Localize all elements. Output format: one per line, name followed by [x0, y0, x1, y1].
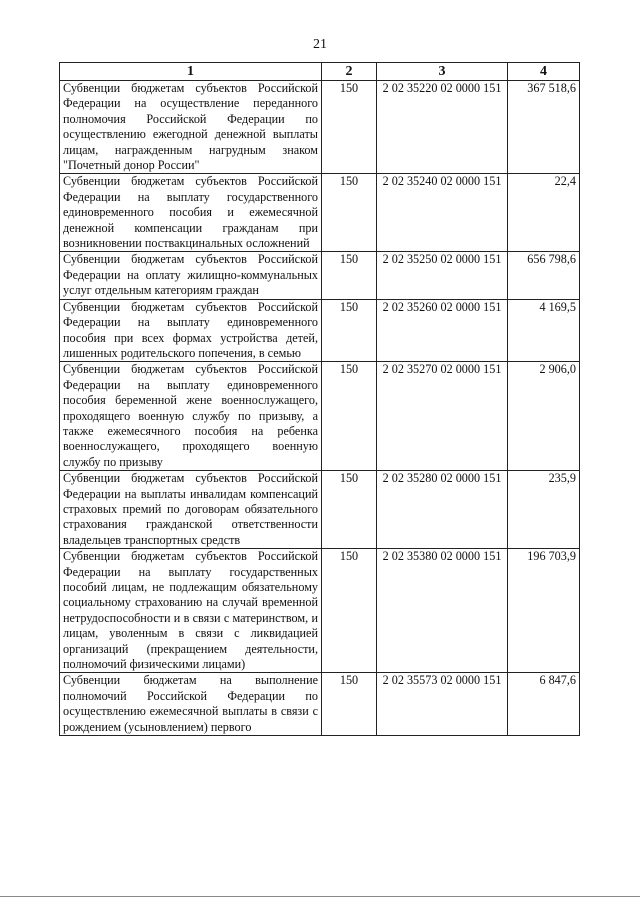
table-row — [60, 471, 580, 549]
row-amount: 6 847,6 — [508, 673, 580, 736]
row-name: Субвенции бюджетам субъектов Российской Федерации на выплату государственного единовременного пособия и ежемесячной денежной компенсации гражданам при возникновении поствакцинальных осложнений — [60, 174, 322, 252]
table-header-row — [60, 63, 580, 81]
row-admin-code: 150 — [322, 549, 377, 673]
row-name: Субвенции бюджетам субъектов Российской Федерации на выплату единовременного пособия беременной жене военнослужащего, проходящего военную службу по призыву, а также ежемесячного пособия на ребенка военнослужащего, проходящего военную службу по призыву — [60, 362, 322, 471]
column-header-2: 2 — [322, 63, 377, 81]
row-admin-code: 150 — [322, 252, 377, 299]
row-amount: 196 703,9 — [508, 549, 580, 673]
table-row — [60, 362, 580, 471]
row-budget-code: 2 02 35220 02 0000 151 — [377, 81, 508, 174]
row-budget-code: 2 02 35250 02 0000 151 — [377, 252, 508, 299]
row-admin-code: 150 — [322, 81, 377, 174]
column-header-4: 4 — [508, 63, 580, 81]
column-header-3: 3 — [377, 63, 508, 81]
row-budget-code: 2 02 35240 02 0000 151 — [377, 174, 508, 252]
column-header-1: 1 — [60, 63, 322, 81]
table-row — [60, 252, 580, 299]
table-row — [60, 174, 580, 252]
budget-table — [59, 62, 580, 736]
row-name: Субвенции бюджетам субъектов Российской Федерации на осуществление переданного полномочия Российской Федерации по осуществлению ежегодной денежной выплаты лицам, награжденным нагрудным знаком "Почетный донор России" — [60, 81, 322, 174]
page-bottom-divider — [0, 896, 640, 897]
row-amount: 2 906,0 — [508, 362, 580, 471]
row-amount: 22,4 — [508, 174, 580, 252]
row-name: Субвенции бюджетам субъектов Российской Федерации на выплату единовременного пособия при всех формах устройства детей, лишенных родительского попечения, в семью — [60, 299, 322, 362]
row-budget-code: 2 02 35380 02 0000 151 — [377, 549, 508, 673]
page-number: 21 — [313, 37, 327, 52]
row-amount: 235,9 — [508, 471, 580, 549]
row-budget-code: 2 02 35270 02 0000 151 — [377, 362, 508, 471]
row-name: Субвенции бюджетам субъектов Российской Федерации на выплаты инвалидам компенсаций страховых премий по договорам обязательного страхования гражданской ответственности владельцев транспортных средств — [60, 471, 322, 549]
row-admin-code: 150 — [322, 673, 377, 736]
row-amount: 367 518,6 — [508, 81, 580, 174]
row-name: Субвенции бюджетам субъектов Российской Федерации на оплату жилищно-коммунальных услуг отдельным категориям граждан — [60, 252, 322, 299]
row-admin-code: 150 — [322, 362, 377, 471]
table-row — [60, 299, 580, 362]
row-amount: 4 169,5 — [508, 299, 580, 362]
row-name: Субвенции бюджетам субъектов Российской Федерации на выплату государственных пособий лицам, не подлежащим обязательному социальному страхованию на случай временной нетрудоспособности и в связи с материнством, и лицам, уволенным в связи с ликвидацией организаций (прекращением деятельности, полномочий физическими лицами) — [60, 549, 322, 673]
row-admin-code: 150 — [322, 471, 377, 549]
row-admin-code: 150 — [322, 174, 377, 252]
row-budget-code: 2 02 35280 02 0000 151 — [377, 471, 508, 549]
row-budget-code: 2 02 35573 02 0000 151 — [377, 673, 508, 736]
table-row — [60, 549, 580, 673]
table-row — [60, 81, 580, 174]
row-budget-code: 2 02 35260 02 0000 151 — [377, 299, 508, 362]
table-row — [60, 673, 580, 736]
row-admin-code: 150 — [322, 299, 377, 362]
row-amount: 656 798,6 — [508, 252, 580, 299]
row-name: Субвенции бюджетам на выполнение полномочий Российской Федерации по осуществлению ежемесячной выплаты в связи с рождением (усыновлением) первого — [60, 673, 322, 736]
